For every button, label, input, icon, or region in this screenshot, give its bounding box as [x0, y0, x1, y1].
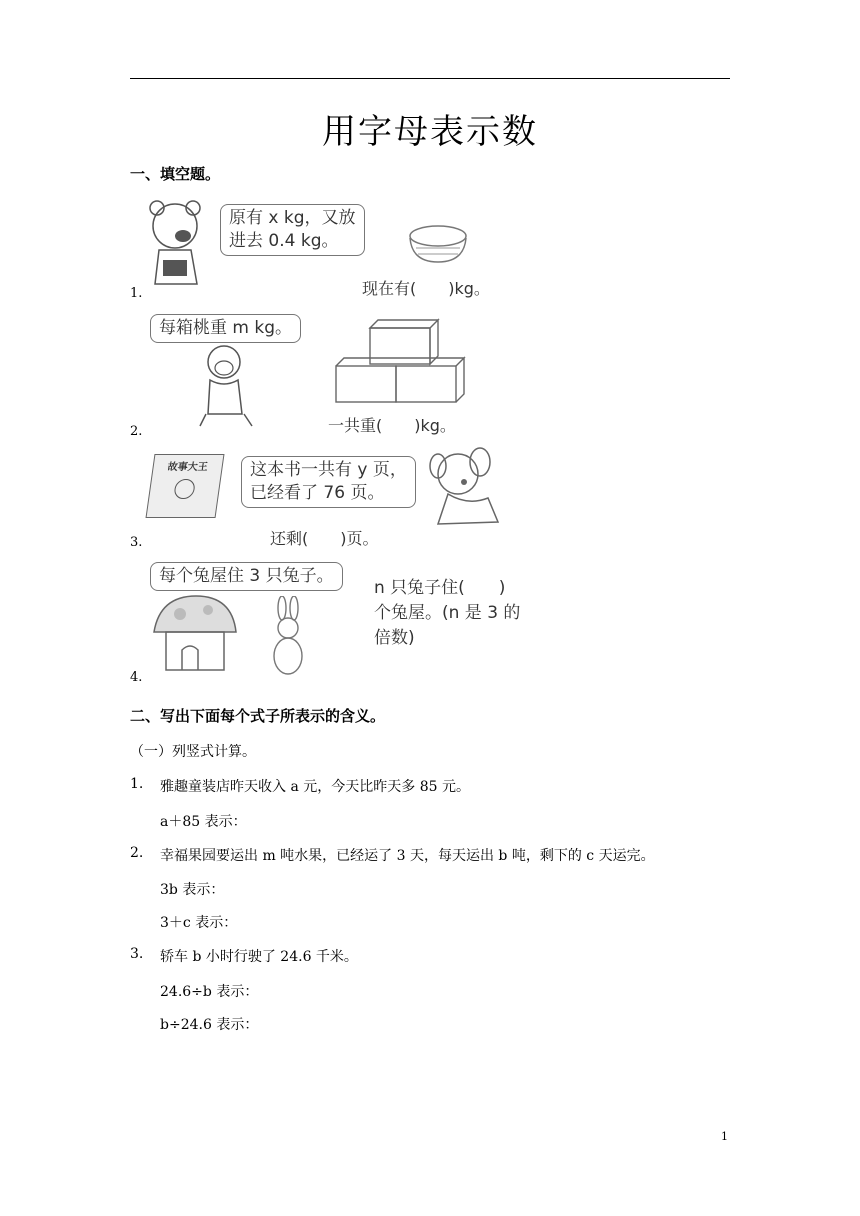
- mushroom-house-illustration: [150, 592, 240, 674]
- question-2-expression-1: 3b 表示：: [160, 882, 225, 898]
- item-1-speech-bubble: [220, 204, 365, 256]
- storybook-illustration: [146, 454, 225, 518]
- question-2-number: 2.: [130, 845, 144, 861]
- item-4-speech-bubble: 每个兔屋住 3 只兔子。: [150, 562, 343, 591]
- monkey-illustration: [196, 340, 260, 430]
- question-3-number: 3.: [130, 946, 144, 962]
- item-4-answer-line-1: n 只兔子住( ): [374, 578, 506, 598]
- section2-subheading: （一）列竖式计算。: [130, 744, 256, 760]
- basket-illustration: [402, 220, 474, 266]
- item-4-answer-line-2: 个兔屋。(n 是 3 的: [374, 603, 521, 623]
- item-1-number: 1.: [130, 286, 143, 301]
- rabbit-illustration: [262, 596, 312, 678]
- item-4-answer-line-3: 倍数): [374, 628, 415, 648]
- question-3-expression-1: 24.6÷b 表示：: [160, 984, 259, 1000]
- item-3-number: 3.: [130, 535, 143, 550]
- storybook-cover-figure: [173, 479, 196, 499]
- page-number: 1: [721, 1130, 728, 1143]
- section1-heading: 一、填空题。: [130, 165, 221, 183]
- question-3-expression-2: b÷24.6 表示：: [160, 1017, 259, 1033]
- question-1-number: 1.: [130, 776, 144, 792]
- item-2-speech-bubble: 每箱桃重 m kg。: [150, 314, 301, 343]
- item-3-bubble-line-1: 这本书一共有 y 页，: [250, 460, 407, 480]
- item-4-answer: [374, 576, 520, 651]
- item-1-bubble-line-2: 进去 0.4 kg。: [229, 231, 339, 251]
- question-1-text: 雅趣童装店昨天收入 a 元，今天比昨天多 85 元。: [160, 779, 470, 795]
- item-3-answer: 还剩( )页。: [270, 529, 379, 548]
- item-4-number: 4.: [130, 670, 143, 685]
- item-3-speech-bubble: [241, 456, 416, 508]
- question-3-text: 轿车 b 小时行驶了 24.6 千米。: [160, 949, 358, 965]
- header-rule: [130, 78, 730, 79]
- item-2-number: 2.: [130, 424, 143, 439]
- question-2-expression-2: 3＋c 表示：: [160, 915, 238, 931]
- storybook-title: 故事大王: [166, 462, 209, 473]
- question-2-text: 幸福果园要运出 m 吨水果，已经运了 3 天，每天运出 b 吨，剩下的 c 天运完。: [160, 848, 655, 864]
- section2-heading: 二、写出下面每个式子所表示的含义。: [130, 707, 386, 725]
- item-3-bubble-line-2: 已经看了 76 页。: [250, 483, 385, 503]
- boxes-illustration: [334, 316, 470, 406]
- page-title: 用字母表示数: [322, 112, 538, 152]
- item-1-bubble-line-1: 原有 x kg，又放: [229, 208, 356, 228]
- pig-illustration: [145, 198, 220, 298]
- question-1-expression-1: a＋85 表示：: [160, 814, 247, 830]
- item-2-answer: 一共重( )kg。: [328, 416, 456, 435]
- item-1-answer: 现在有( )kg。: [362, 279, 490, 298]
- dog-illustration: [418, 446, 514, 532]
